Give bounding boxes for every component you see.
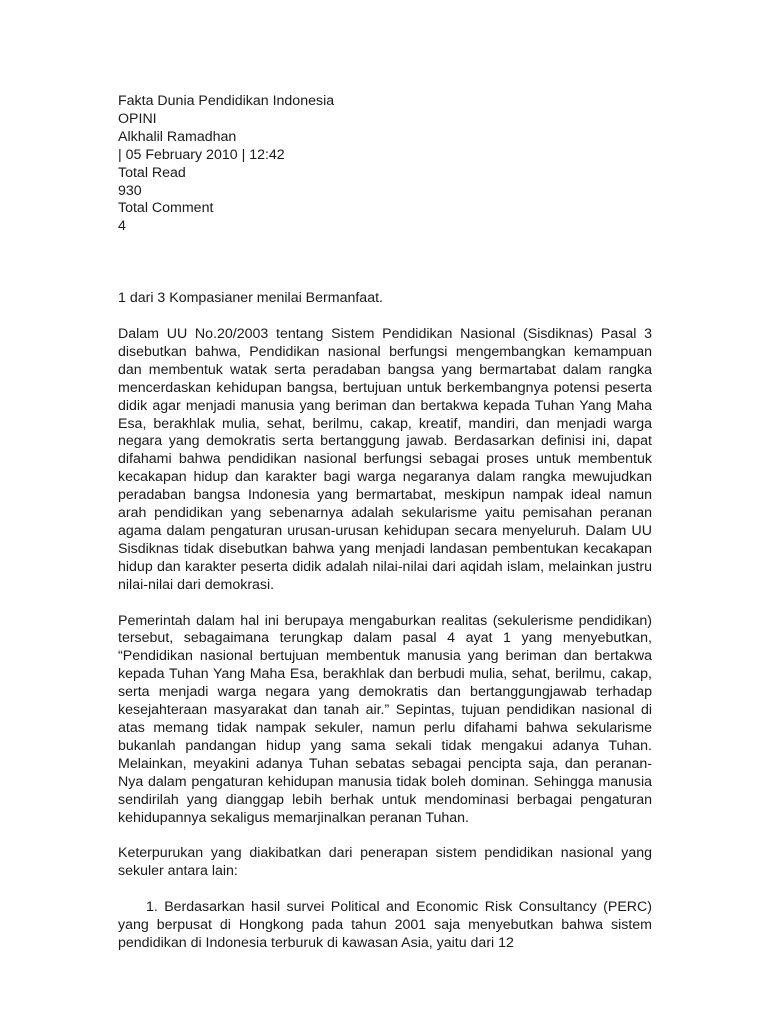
total-comment-label: Total Comment xyxy=(118,200,214,217)
body-paragraph: Keterpurukan yang diakibatkan dari penerapan sistem pendidikan nasional yang sekuler antara lain: xyxy=(118,845,652,880)
article-category: OPINI xyxy=(118,110,157,127)
total-read-label: Total Read xyxy=(118,164,186,181)
article-date: | 05 February 2010 | 12:42 xyxy=(118,146,285,163)
total-comment-value: 4 xyxy=(118,218,126,235)
total-read-value: 930 xyxy=(118,182,142,199)
list-item: 1. Berdasarkan hasil survei Political and Economic Risk Consultancy (PERC) yang berpusat di Hongkong pada tahun 2001 saja menyebutkan bahwa sistem pendidikan di Indonesia terburuk di kawasan Asia, yaitu dari 12 xyxy=(118,899,652,951)
article-author: Alkhalil Ramadhan xyxy=(118,128,237,145)
article-title: Fakta Dunia Pendidikan Indonesia xyxy=(118,93,335,109)
document-page xyxy=(118,93,652,953)
body-paragraph: Dalam UU No.20/2003 tentang Sistem Pendidikan Nasional (Sisdiknas) Pasal 3 disebutkan bahwa, Pendidikan nasional berfungsi mengembangkan kemampuan dan membentuk watak serta peradaban bangsa yang bermartabat dalam rangka mencerdaskan kehidupan bangsa, bertujuan untuk berkembangnya potensi peserta didik agar menjadi manusia yang beriman dan bertakwa kepada Tuhan Yang Maha Esa, berakhlak mulia, sehat, berilmu, cakap, kreatif, mandiri, dan menjadi warga negara yang demokratis serta bertanggung jawab. Berdasarkan definisi ini, dapat difahami bahwa pendidikan nasional berfungsi sebagai proses untuk membentuk kecakapan hidup dan karakter bagi warga negaranya dalam rangka mewujudkan peradaban bangsa Indonesia yang bermartabat, meskipun nampak ideal namun arah pendidikan yang sebenarnya adalah sekularisme yaitu pemisahan peranan agama dalam pengaturan urusan-urusan kehidupan secara menyeluruh. Dalam UU Sisdiknas tidak disebutkan bahwa yang menjadi landasan pembentukan kecakapan hidup dan karakter peserta didik adalah nilai-nilai dari aqidah islam, melainkan justru nilai-nilai dari demokrasi. xyxy=(118,326,652,593)
body-paragraph: Pemerintah dalam hal ini berupaya mengaburkan realitas (sekulerisme pendidikan) tersebut, sebagaimana terungkap dalam pasal 4 ayat 1 yang menyebutkan, “Pendidikan nasional bertujuan membentuk manusia yang beriman dan bertakwa kepada Tuhan Yang Maha Esa, berakhlak dan berbudi mulia, sehat, berilmu, cakap, serta menjadi warga negara yang demokratis dan bertanggungjawab terhadap kesejahteraan masyarakat dan tanah air.” Sepintas, tujuan pendidikan nasional di atas memang tidak nampak sekuler, namun perlu difahami bahwa sekularisme bukanlah pandangan hidup yang sama sekali tidak mengakui adanya Tuhan. Melainkan, meyakini adanya Tuhan sebatas sebagai pencipta saja, dan peranan-Nya dalam pengaturan kehidupan manusia tidak boleh dominan. Sehingga manusia sendirilah yang dianggap lebih berhak untuk mendominasi berbagai pengaturan kehidupannya sekaligus memarjinalkan peranan Tuhan. xyxy=(118,612,652,826)
rating-text: 1 dari 3 Kompasianer menilai Bermanfaat. xyxy=(118,290,383,307)
